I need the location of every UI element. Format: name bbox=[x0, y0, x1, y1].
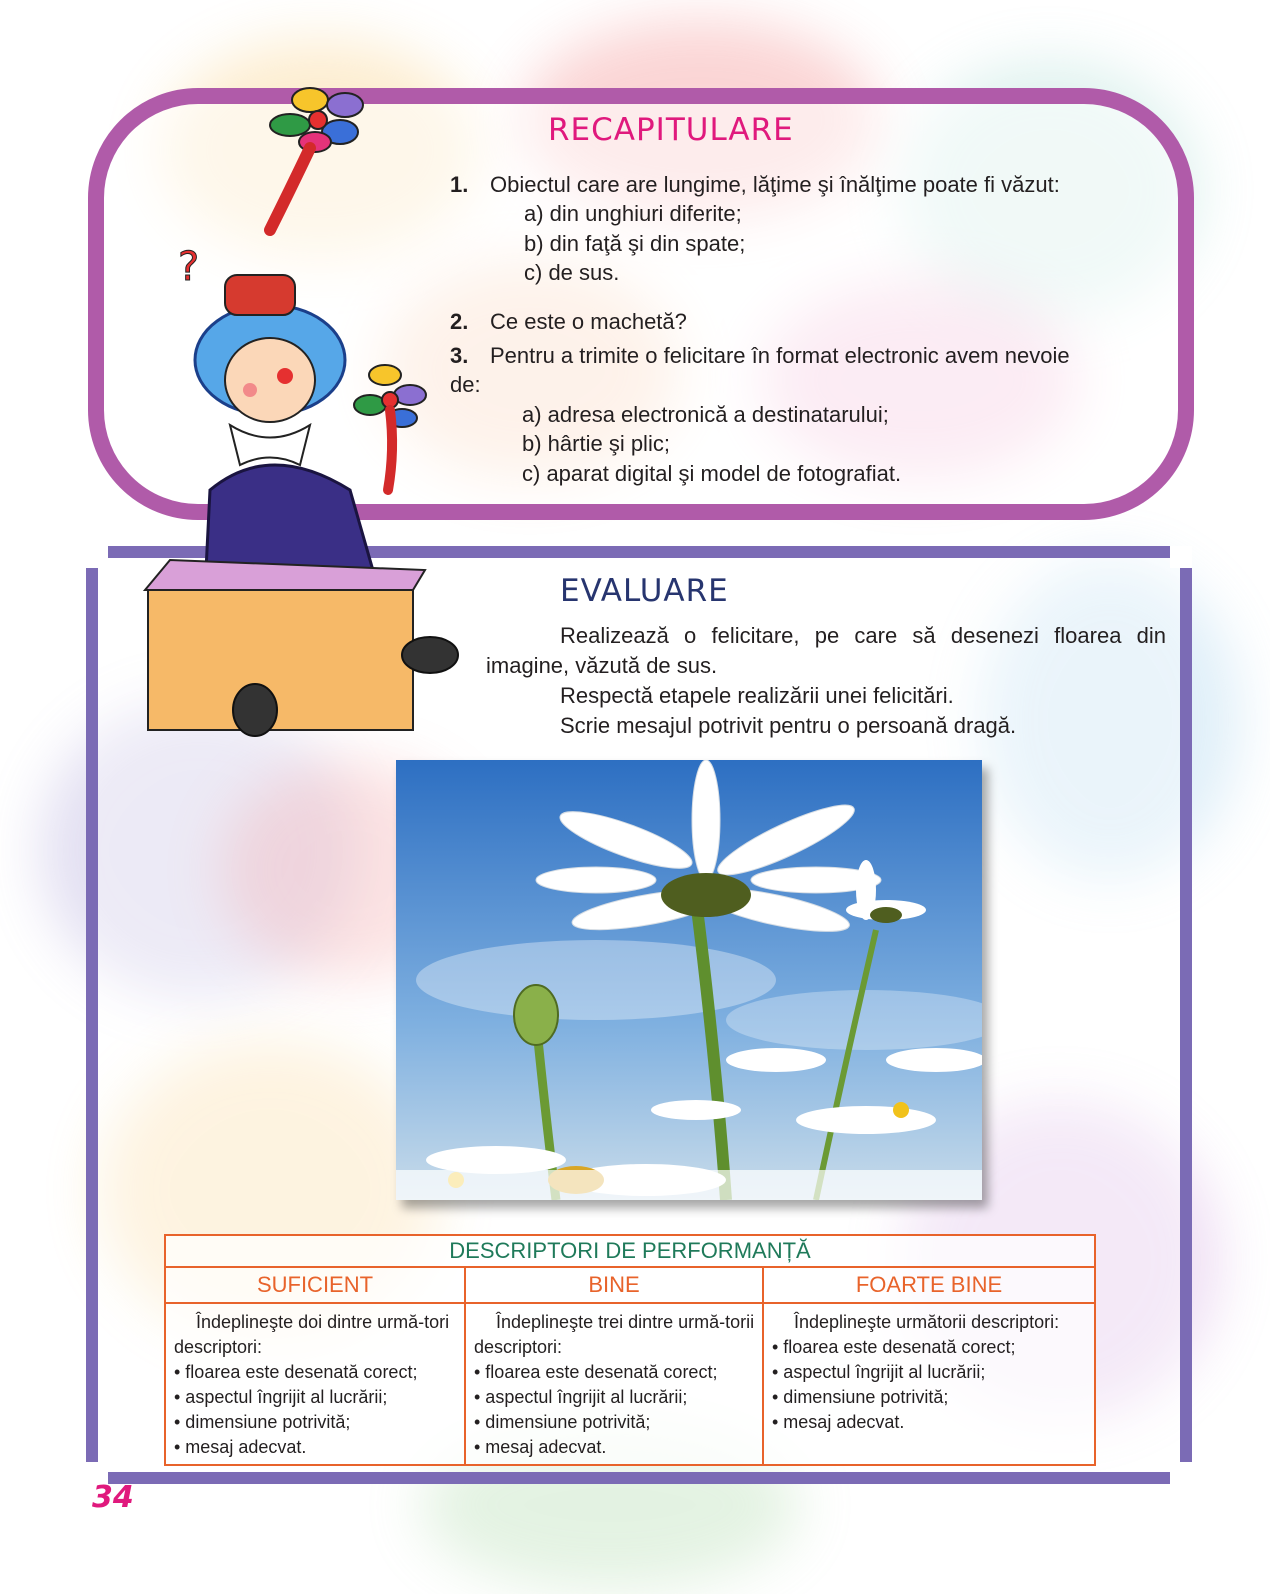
box-corner bbox=[86, 546, 108, 568]
descriptor-item: • floarea este desenată corect; bbox=[474, 1362, 718, 1382]
page-number: 34 bbox=[92, 1480, 134, 1515]
descriptor-item: • dimensiune potrivită; bbox=[772, 1387, 949, 1407]
descriptor-item: • aspectul îngrijit al lucrării; bbox=[174, 1387, 388, 1407]
box-corner bbox=[1170, 546, 1192, 568]
table-header: DESCRIPTORI DE PERFORMANȚĂ bbox=[165, 1235, 1095, 1267]
descriptor-intro: Îndeplineşte următorii descriptori: bbox=[794, 1312, 1060, 1332]
q1-option-b: b) din faţă şi din spate; bbox=[524, 231, 746, 256]
question-3-continued: de: bbox=[450, 372, 481, 397]
q1-option-a: a) din unghiuri diferite; bbox=[524, 201, 742, 226]
question-2 bbox=[450, 309, 687, 335]
q3-option-a: a) adresa electronică a destinatarului; bbox=[522, 402, 889, 427]
descriptor-cell-sufficient bbox=[165, 1303, 465, 1465]
descriptor-intro: Îndeplineşte doi dintre urmă-tori descriptori: bbox=[174, 1312, 450, 1357]
level-header-sufficient: SUFICIENT bbox=[165, 1267, 465, 1303]
descriptor-item: • mesaj adecvat. bbox=[174, 1437, 307, 1457]
recap-title: RECAPITULARE bbox=[548, 112, 794, 148]
clown-illustration bbox=[140, 70, 470, 750]
eval-paragraph-2: Respectă etapele realizării unei felicitări. bbox=[560, 683, 954, 708]
question-text: Obiectul care are lungime, lăţime şi înălţime poate fi văzut: bbox=[490, 172, 1060, 197]
question-number: 1. bbox=[450, 172, 469, 197]
question-1 bbox=[450, 172, 1060, 198]
descriptor-intro: Îndeplineşte trei dintre urmă-torii descriptori: bbox=[474, 1312, 755, 1357]
descriptor-item: • floarea este desenată corect; bbox=[772, 1337, 1016, 1357]
descriptor-item: • mesaj adecvat. bbox=[772, 1412, 905, 1432]
eval-title: EVALUARE bbox=[560, 573, 729, 609]
descriptor-item: • dimensiune potrivită; bbox=[474, 1412, 651, 1432]
descriptor-cell-very-good bbox=[763, 1303, 1095, 1465]
eval-paragraph-1-line-2: imagine, văzută de sus. bbox=[486, 653, 718, 678]
box-corner bbox=[1170, 1462, 1192, 1484]
q3-option-b: b) hârtie şi plic; bbox=[522, 431, 670, 456]
small-balloon-flower-icon bbox=[354, 365, 426, 490]
eval-paragraph-1-line-1: Realizează o felicitare, pe care să desenezi floarea din bbox=[560, 623, 1166, 648]
performance-table bbox=[164, 1234, 1096, 1466]
level-header-very-good: FOARTE BINE bbox=[763, 1267, 1095, 1303]
question-number: 3. bbox=[450, 343, 469, 368]
descriptor-item: • floarea este desenată corect; bbox=[174, 1362, 418, 1382]
q3-option-c: c) aparat digital şi model de fotografiat. bbox=[522, 461, 902, 486]
q1-option-c: c) de sus. bbox=[524, 260, 620, 285]
daisy-photo bbox=[396, 760, 982, 1200]
question-3 bbox=[450, 343, 1070, 369]
descriptor-item: • aspectul îngrijit al lucrării; bbox=[474, 1387, 688, 1407]
eval-paragraph-3: Scrie mesajul potrivit pentru o persoană dragă. bbox=[560, 713, 1017, 738]
question-text: Pentru a trimite o felicitare în format electronic avem nevoie bbox=[490, 343, 1070, 368]
descriptor-item: • dimensiune potrivită; bbox=[174, 1412, 351, 1432]
question-number: 2. bbox=[450, 309, 469, 334]
balloon-flower-icon bbox=[270, 88, 363, 230]
svg-text:?: ? bbox=[178, 244, 200, 290]
descriptor-cell-good bbox=[465, 1303, 763, 1465]
descriptor-item: • aspectul îngrijit al lucrării; bbox=[772, 1362, 986, 1382]
question-text: Ce este o machetă? bbox=[490, 309, 687, 334]
level-header-good: BINE bbox=[465, 1267, 763, 1303]
descriptor-item: • mesaj adecvat. bbox=[474, 1437, 607, 1457]
